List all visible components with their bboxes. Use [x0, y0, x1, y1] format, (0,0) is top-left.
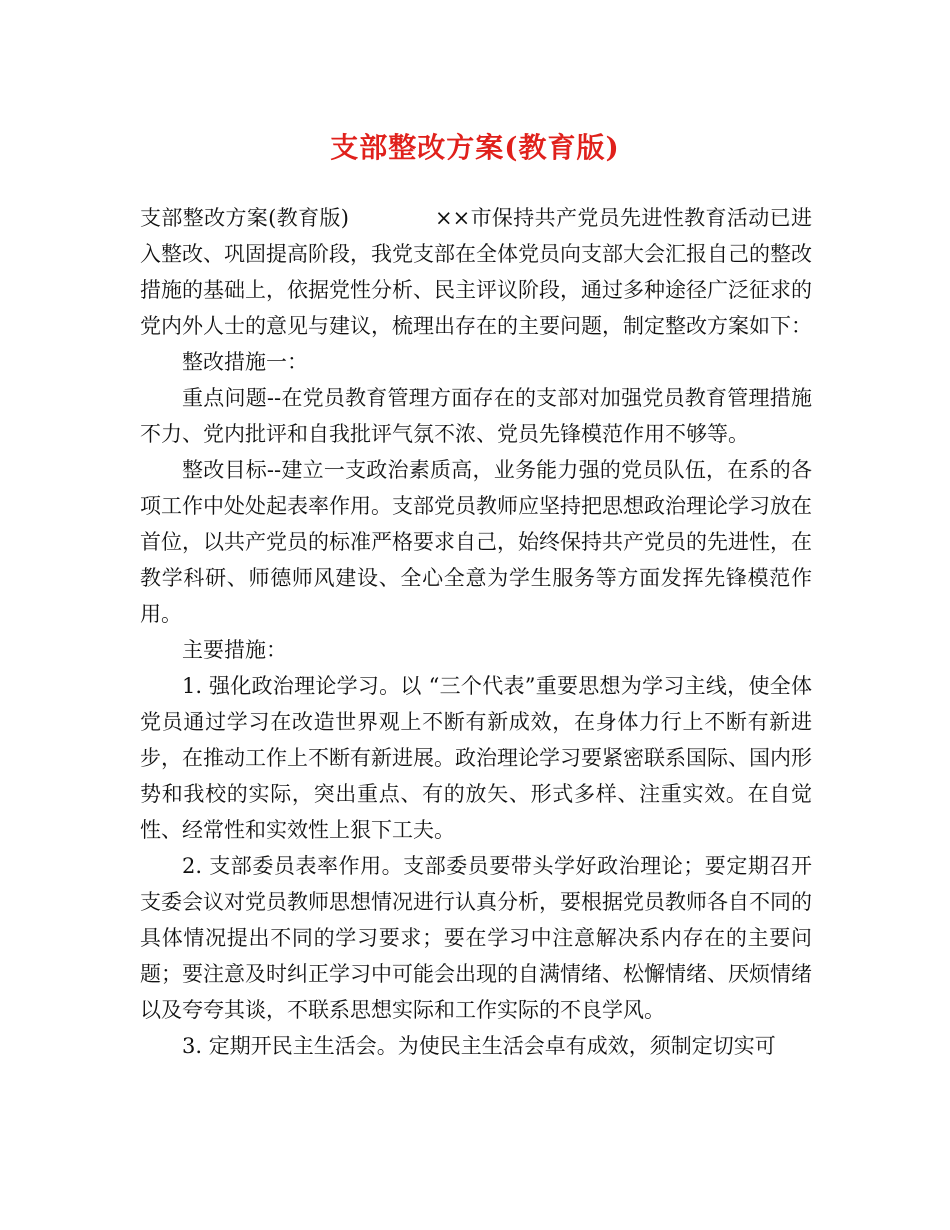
main-measures-heading: 主要措施：	[182, 638, 287, 662]
document-title: 支部整改方案(教育版)	[330, 131, 620, 164]
intro-paragraph	[140, 200, 812, 344]
measure-heading: 整改措施一：	[182, 350, 308, 374]
document-body	[140, 200, 812, 1064]
measure-item-2: 2. 支部委员表率作用。支部委员要带头学好政治理论；要定期召开支委会议对党员教师思想情况进行认真分析，要根据党员教师各自不同的具体情况提出不同的学习要求；要在学习中注意解决系内存在的主要问题；要注意及时纠正学习中可能会出现的自满情绪、松懈情绪、厌烦情绪以及夸夸其谈，不联系思想实际和工作实际的不良学风。	[140, 854, 812, 1022]
measure-item-1: 1. 强化政治理论学习。以 “三个代表”重要思想为学习主线，使全体党员通过学习在改造世界观上不断有新成效，在身体力行上不断有新进步，在推动工作上不断有新进展。政治理论学习要紧密联系国际、国内形势和我校的实际，突出重点、有的放矢、形式多样、注重实效。在自觉性、经常性和实效性上狠下工夫。	[140, 674, 812, 842]
intro-lead: 支部整改方案(教育版)	[140, 206, 350, 230]
intro-body: ××市保持共产党员先进性教育活动已进入整改、巩固提高阶段，我党支部在全体党员向支部大会汇报自己的整改措施的基础上，依据党性分析、民主评议阶段，通过多种途径广泛征求的党内外人士的意见与建议，梳理出存在的主要问题，制定整改方案如下：	[140, 206, 812, 338]
goal-paragraph: 整改目标--建立一支政治素质高，业务能力强的党员队伍，在系的各项工作中处处起表率作用。支部党员教师应坚持把思想政治理论学习放在首位，以共产党员的标准严格要求自己，始终保持共产党员的先进性，在教学科研、师德师风建设、全心全意为学生服务等方面发挥先锋模范作用。	[140, 458, 812, 626]
measure-item-3: 3. 定期开民主生活会。为使民主生活会卓有成效，须制定切实可	[182, 1034, 776, 1058]
key-problem-paragraph: 重点问题--在党员教育管理方面存在的支部对加强党员教育管理措施不力、党内批评和自我批评气氛不浓、党员先锋模范作用不够等。	[140, 386, 812, 446]
